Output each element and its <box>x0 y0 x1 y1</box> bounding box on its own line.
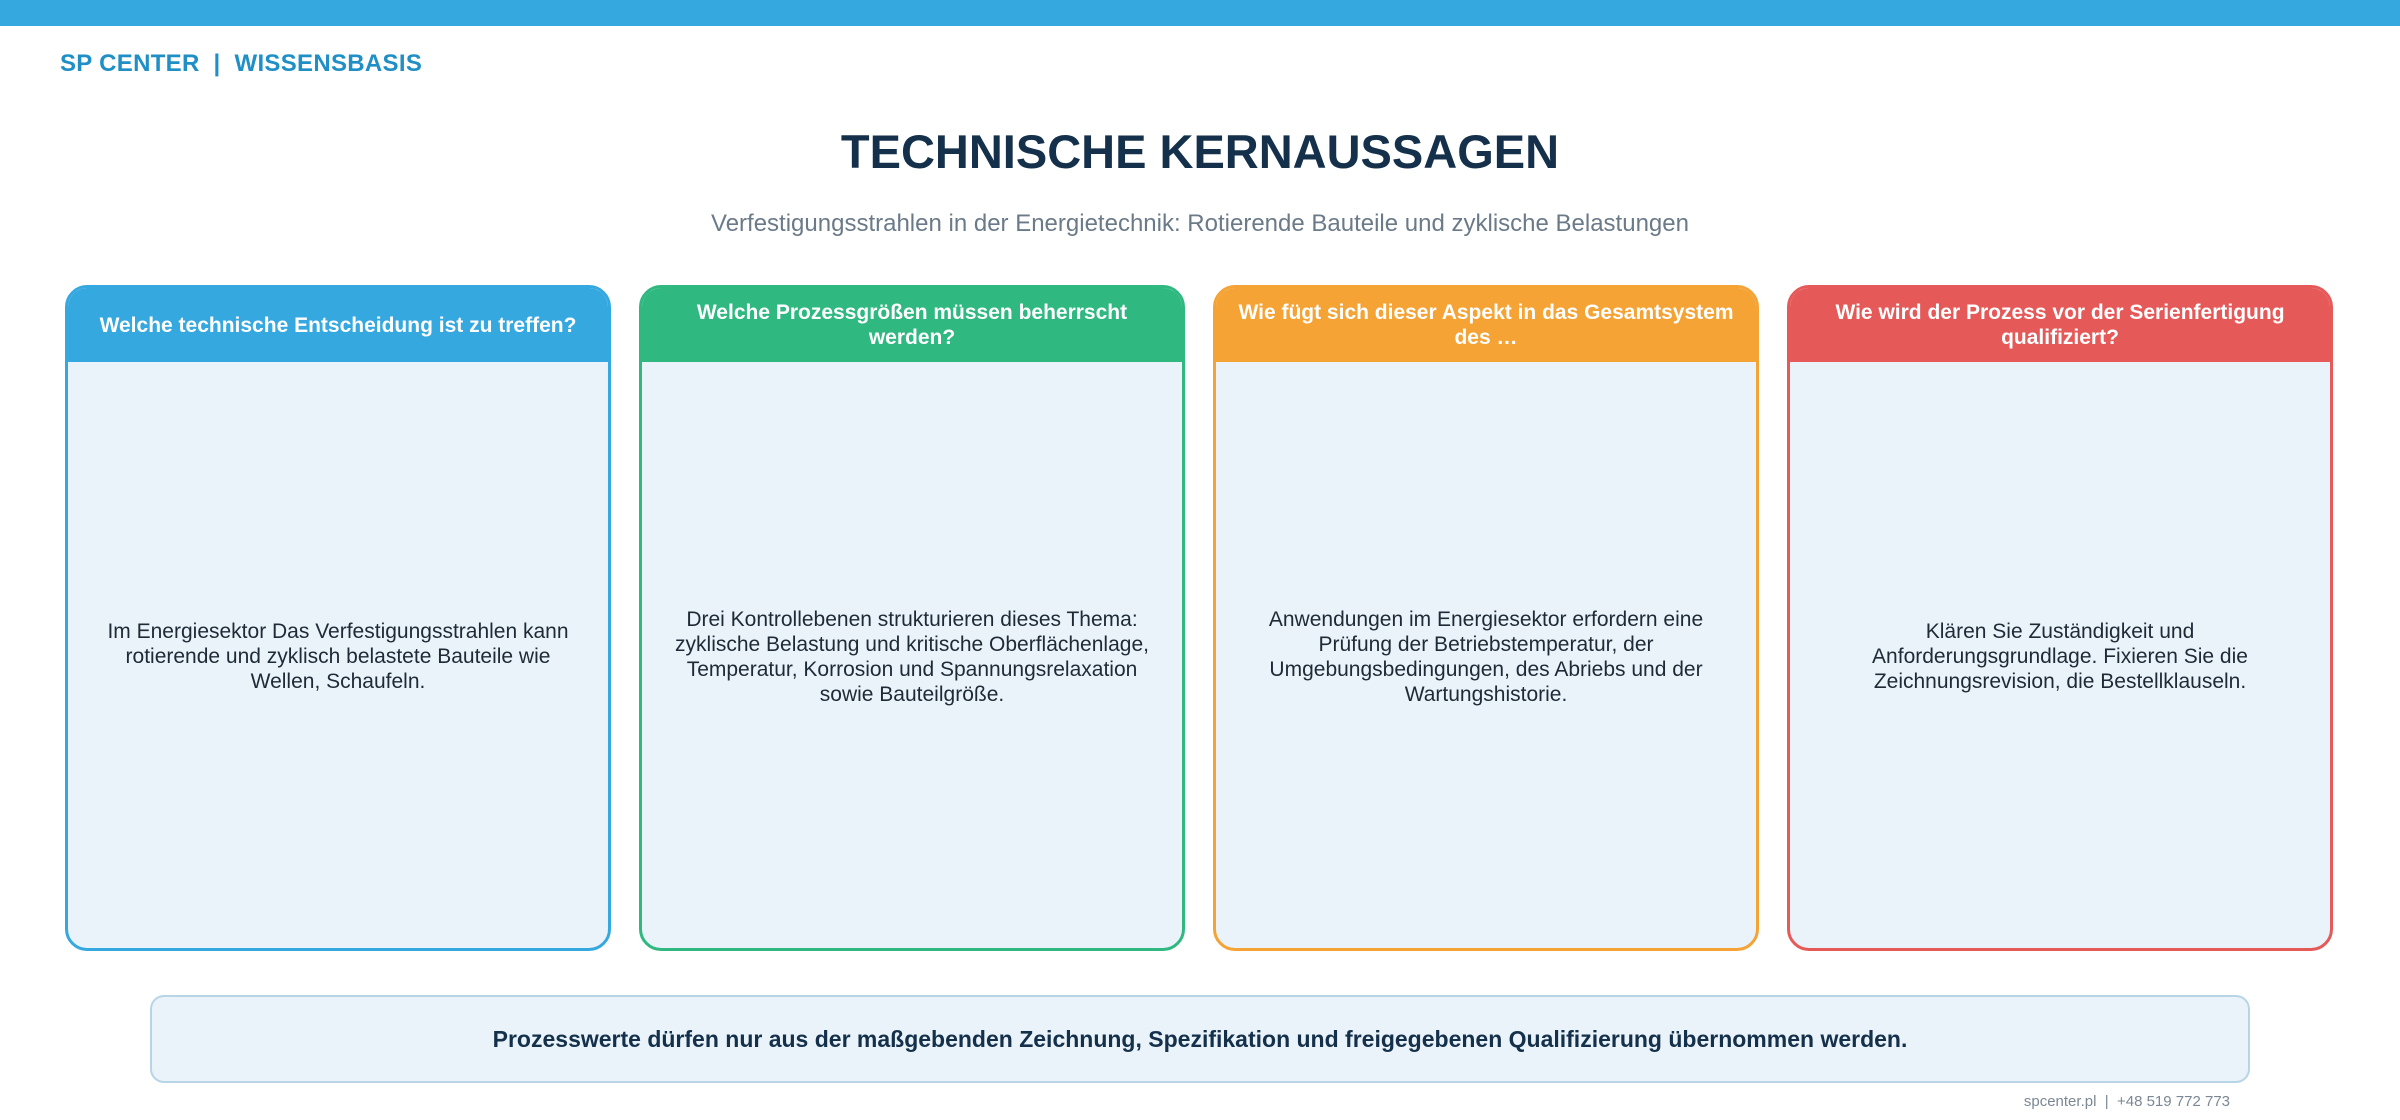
card-qualification-heading: Wie wird der Prozess vor der Serienfertigung qualifiziert? <box>1790 288 2330 362</box>
card-process-parameters <box>639 285 1185 951</box>
card-system-integration-body: Anwendungen im Energiesektor erfordern eine Prüfung der Betriebstemperatur, der Umgebungsbedingungen, des Abriebs und der Wartungshistorie. <box>1268 607 1704 706</box>
card-decision-heading: Welche technische Entscheidung ist zu treffen? <box>68 288 608 362</box>
card-grid <box>65 285 2335 951</box>
card-decision <box>65 285 611 951</box>
page-title: TECHNISCHE KERNAUSSAGEN <box>840 125 1560 178</box>
key-note-box <box>150 995 2250 1083</box>
footer-contact: spcenter.pl | +48 519 772 773 <box>2023 1093 2230 1110</box>
card-qualification-body: Klären Sie Zuständigkeit und Anforderungsgrundlage. Fixieren Sie die Zeichnungsrevision, die Bestellklauseln. <box>1872 620 2248 693</box>
key-note-text: Prozesswerte dürfen nur aus der maßgebenden Zeichnung, Spezifikation und freigegebenen Qualifizierung übernommen werden. <box>492 1025 1908 1052</box>
card-decision-body: Im Energiesektor Das Verfestigungsstrahlen kann rotierende und zyklisch belastete Bauteile wie Wellen, Schaufeln. <box>107 620 569 693</box>
card-process-parameters-body: Drei Kontrollebenen strukturieren dieses Thema: zyklische Belastung und kritische Oberflächenlage, Temperatur, Korrosion und Spannungsrelaxation sowie Bauteilgröße. <box>675 607 1149 706</box>
card-process-parameters-heading: Welche Prozessgrößen müssen beherrscht werden? <box>642 288 1182 362</box>
brand-label: SP CENTER | WISSENSBASIS <box>60 50 423 77</box>
page-subtitle: Verfestigungsstrahlen in der Energietechnik: Rotierende Bauteile und zyklische Belastungen <box>711 210 1689 237</box>
card-system-integration <box>1213 285 1759 951</box>
card-qualification <box>1787 285 2333 951</box>
card-system-integration-heading: Wie fügt sich dieser Aspekt in das Gesamtsystem des … <box>1216 288 1756 362</box>
top-accent-bar <box>0 0 2400 26</box>
